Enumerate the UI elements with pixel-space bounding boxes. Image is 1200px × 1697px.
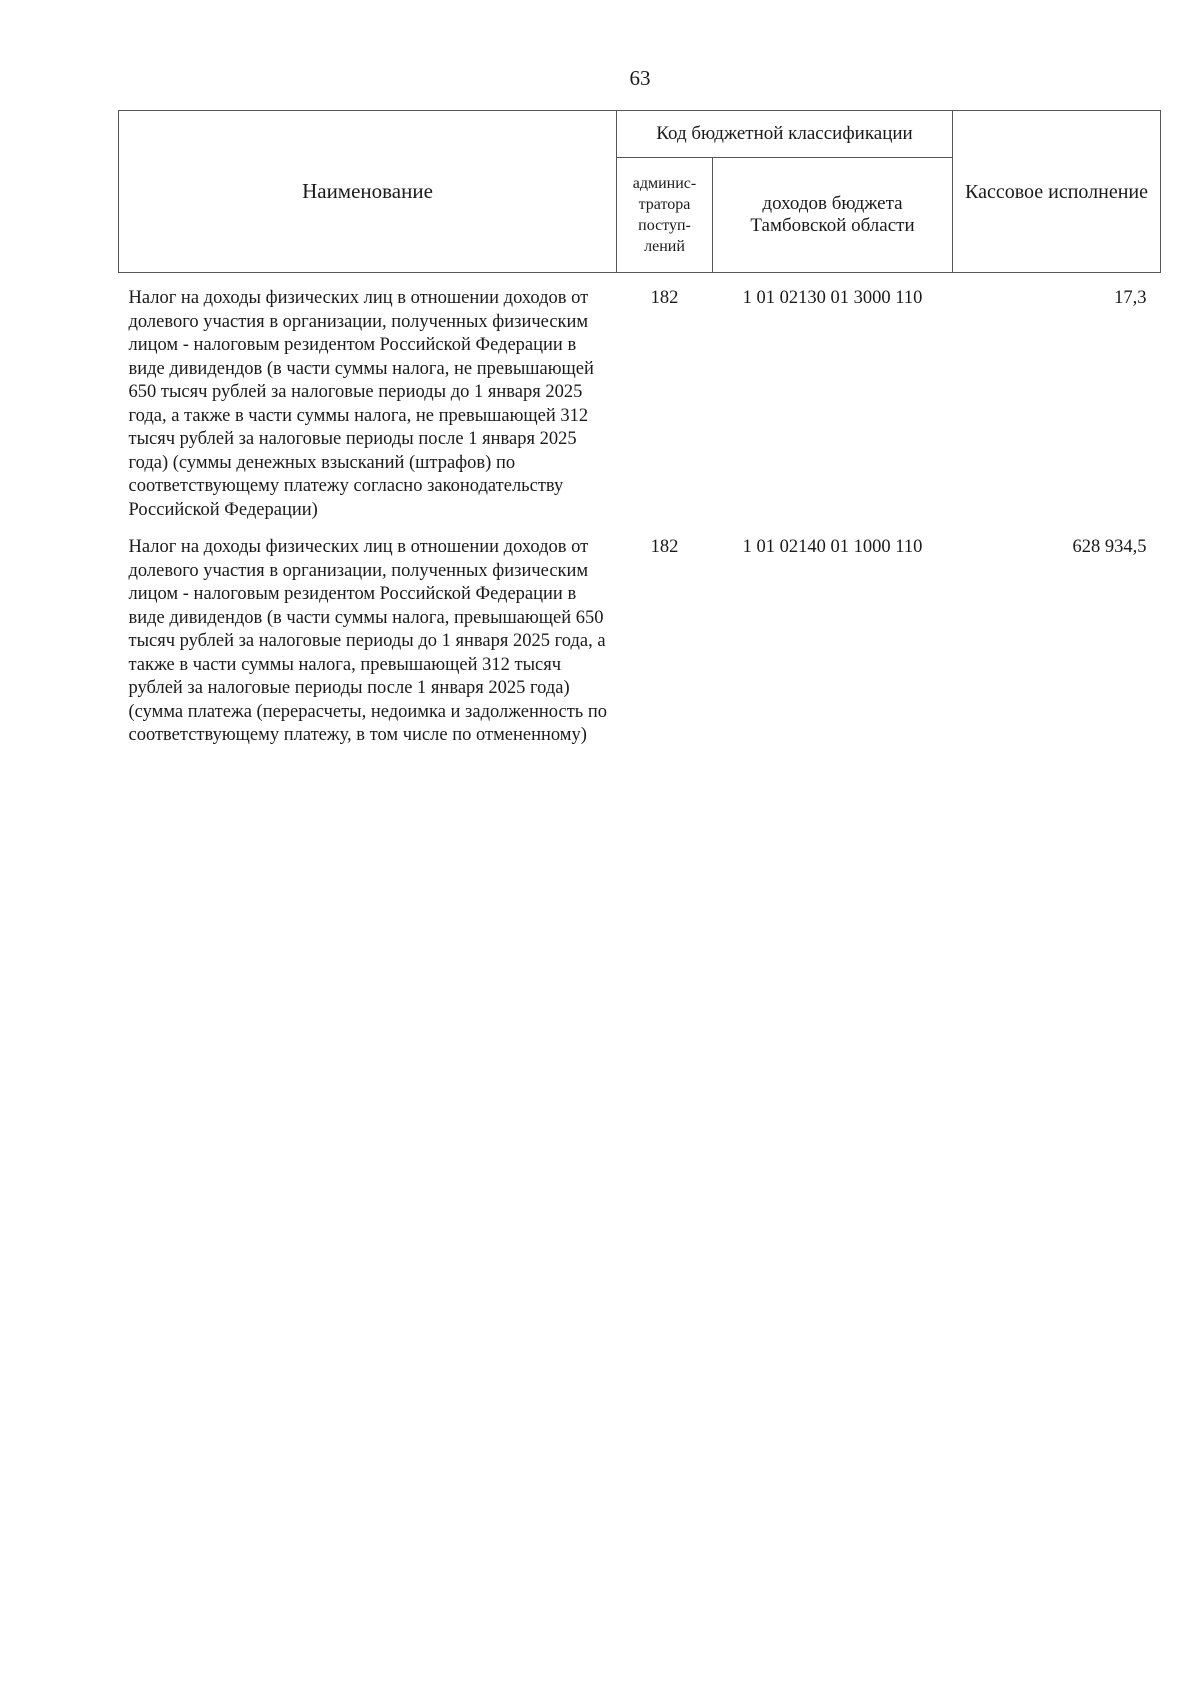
row-admin-code: 182 [650,537,679,557]
row-budget-code: 1 01 02140 01 1000 110 [742,537,923,557]
header-name: Наименование [119,111,617,273]
table-body [119,273,1161,748]
page-number: 63 [629,66,651,90]
table-row [119,522,1161,748]
header-income-code: доходов бюджета Тамбовской области [713,158,953,273]
row-amount: 628 934,5 [1072,537,1147,557]
table-header [119,111,1161,273]
header-admin: админис-тратора поступ-лений [617,158,713,273]
row-admin-code: 182 [650,288,679,308]
row-name: Налог на доходы физических лиц в отношении доходов от долевого участия в организации, полученных физическим лицом - налоговым резидентом Российской Федерации в виде дивидендов (в части суммы налога, не превышающей 650 тысяч рублей за налоговые периоды до 1 января 2025 года, а также в части суммы налога, не превышающей 312 тысяч рублей за налоговые периоды после 1 января 2025 года) (суммы денежных взысканий (штрафов) по соответствующему платежу согласно законодательству Российской Федерации) [128,288,594,520]
header-code-group: Код бюджетной классификации [617,111,953,158]
row-amount: 17,3 [1114,288,1147,308]
header-execution: Кассовое исполнение [953,111,1161,273]
row-budget-code: 1 01 02130 01 3000 110 [742,288,923,308]
budget-revenue-table [118,110,1161,748]
row-name: Налог на доходы физических лиц в отношении доходов от долевого участия в организации, полученных физическим лицом - налоговым резидентом Российской Федерации в виде дивидендов (в части суммы налога, превышающей 650 тысяч рублей за налоговые периоды до 1 января 2025 года, а также в части суммы налога, превышающей 312 тысяч рублей за налоговые периоды после 1 января 2025 года) (сумма платежа (перерасчеты, недоимка и задолженность по соответствующему платежу, в том числе по отмененному) [128,537,607,745]
table-row [119,273,1161,523]
